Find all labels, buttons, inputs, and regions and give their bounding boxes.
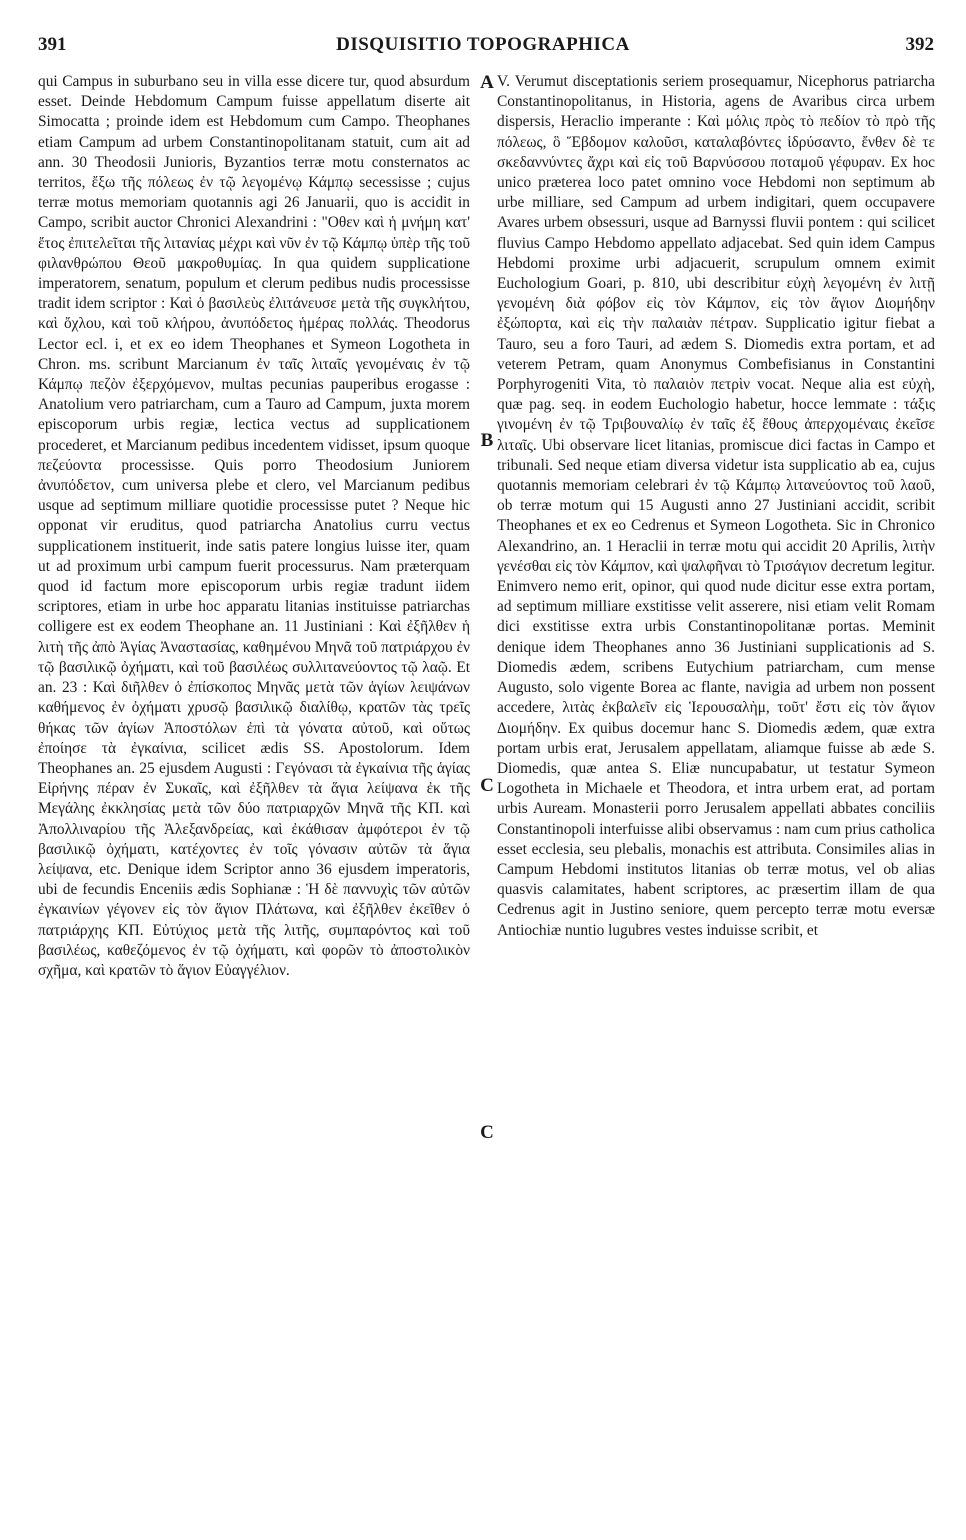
section-marker-a: A <box>480 72 494 93</box>
section-marker-b: B <box>480 430 494 451</box>
section-marker-c: C <box>480 775 494 796</box>
right-column-paragraph: V. Verumut disceptationis seriem prosequamur, Nicephorus patriarcha Constantinopolitanus, in Historia, agens de Avaribus circa urbem dispersis, Heraclio imperante : Καὶ μόλις πρὸς τὸ πεδίον τὸ πρὸ τῆς πόλεως, ὃ Ἕβδομον καλοῦσι, καταλαβόντες ἱδρύσαντο, ἔνθεν δὲ τε σκεδαννύντες ἄχρι καὶ εἰς τοῦ Βαρνύσσου ποταμοῦ γέφυραν. Ex hoc unico præterea loco patet omnino voce Hebdomi non septimum ab urbe milliare, sed Campum ad urbem indigitari, quem occupavere Avares urbem obsessuri, usque ad Barnyssi fluvii pontem : qui scilicet fluvius Campo Hebdomo appellato adjacebat. Sed quin idem Campus Hebdomi proxime urbi adjacuerit, scrupulum omnem eximit Euchologium Goari, p. 810, ubi describitur εὐχὴ λεγομένη ἐν λιτῇ γενομένη διὰ φόβον εἰς τὸν Κάμπον, εἰς τὸν ἅγιον Διομήδην ἐξώπορτα, καὶ εἰς τὴν παλαιὰν πέτραν. Supplicatio igitur fiebat a Tauro, seu a foro Tauri, ad ædem S. Diomedis extra portam, et ad veterem Petram, quam Anonymus Combefisianus in Constantini Porphyrogeniti Vita, τὸ παλαιὸν πετρὶν vocat. Neque alia est εὐχὴ, quæ pag. seq. in eodem Euchologio habetur, hocce lemmate : τάξις γινομένη ἐν τῷ Τριβουναλίῳ ἐν ταῖς ἐξ ἔθους ἀπερχομέναις ἐκεῖσε λιταῖς. Ubi observare licet litanias, promiscue dici factas in Campo et tribunali. Sed neque etiam diversa videtur ista supplicatio ab ea, cujus quotannis memoriam celebrari ἐν τῷ Κάμπῳ λιτανεύοντος τοῦ λαοῦ, ob terræ motum qui 15 Augusti anno 27 Justiniani accidit, scribit Theophanes et ex eo Cedrenus et Symeon Logotheta. Sic in Chronico Alexandrino, an. 1 Heraclii in terræ motu qui accidit 20 Aprilis, λιτὴν γενέσθαι εἰς τὸν Κάμπον, καὶ ψαλφῆναι τὸ Τρισάγιον decretum legitur. Enimvero nemo erit, opinor, qui quod nude dicitur esse extra portam, ad septimum milliare exstitisse velit asserere, nisi etiam velit Romam dici exstitisse extra urbis Constantinopolitanæ portas. Meminit denique idem Theophanes anno 36 Justiniani supplicationis ad S. Diomedis ædem, scribens Eutychium patriarcham, cum mense Augusto, solo vigente Borea ac flante, navigia ad urbem non possent accedere, λιτὰς ἐκβαλεῖν εἰς Ἱερουσαλὴμ, τοῦτ' ἔστι εἰς τὸν ἅγιον Διομήδην. Ex quibus docemur hanc S. Diomedis ædem, quæ extra portam urbis erat, Jerusalem appellatam, aliamque fuisse ab æde S. Diomedis, quæ antea S. Eliæ nuncupabatur, ut testatur Symeon Logotheta in Michaele et Theodora, et intra urbem erat, ad portam urbis Auream. Monasterii porro Jerusalem appellati abbates conciliis Constantinopoli interfuisse alibi observamus : nam cum prius catholica esset ecclesia, seu plebalis, monachis est attributa. Consimiles alias in Campum Hebdomi institutos litanias ob terræ motus, vel ob alias quasvis calamitates, habent scriptores, ac præsertim illam de qua Cedrenus agit in Justino seniore, quem percepto terræ motu eversæ Antiochiæ nuntio lugubres vestes induisse scribit, et <box>497 73 935 939</box>
left-column <box>38 72 470 981</box>
running-header <box>0 32 966 66</box>
right-column <box>497 72 935 941</box>
left-column-paragraph: qui Campus in suburbano seu in villa esse dicere tur, quod absurdum esset. Deinde Hebdomum Campum fuisse appellatum diserte ait Simocatta ; proinde idem est Hebdomum cum Campo. Theophanes etiam Campum ad urbem Constantinopolitanam statuit, cum ait ad ann. 30 Theodosii Junioris, Byzantios terræ motu consternatos ac territos, ἔξω τῆς πόλεως ἐν τῷ λεγομένῳ Κάμπῳ secessisse ; cujus terræ motus memoriam quotannis agi 26 Januarii, quo is accidit in Campo, scribit auctor Chronici Alexandrini : "Οθεν καὶ ἡ μνήμη κατ' ἔτος ἐπιτελεῖται τῆς λιτανίας μέχρι καὶ νῦν ἐν τῷ Κάμπῳ ὑπὲρ τῆς τοῦ φιλανθρώπου Θεοῦ μακροθυμίας. In qua quidem supplicatione imperatorem, senatum, populum et clerum pedibus nudis processisse tradit idem scriptor : Καὶ ὁ βασιλεὺς ἐλιτάνευσε μετὰ τῆς συγκλήτου, καὶ ὄχλου, καὶ τοῦ κλήρου, ἀνυπόδετος ἡμέρας πολλάς. Theodorus Lector ecl. i, et ex eo idem Theophanes et Symeon Logotheta in Chron. ms. scribunt Marcianum ἐν ταῖς λιταῖς γενομέναις ἐν τῷ Κάμπῳ πεζὸν ἐξερχόμενον, multas pecunias pauperibus erogasse : Anatolium vero patriarcham, cum a Tauro ad Campum, juxta morem episcoporum urbis regiæ, lectica vectus ad supplicationem procederet, et Marcianum pedibus incedentem vidisset, ipsum quoque πεζεύοντα processisse. Quis porro Theodosium Juniorem ἀνυπόδετον, cum universa plebe et clero, vel Marcianum pedibus usque ad septimum milliare quotidie processisse putet ? Neque hic opponat vir eruditus, quod patriarcha Anatolius curru vectus supplicationem instituerit, inde satis patere longius luisse iter, quam ut ad proximum urbi campum fuerit processurus. Nam præterquam quod id factum more episcoporum urbis regiæ tradunt iidem scriptores, etiam in urbe hoc apparatu litanias instituisse patriarchas colligere est ex eodem Theophane an. 11 Justiniani : Καὶ ἐξῆλθεν ἡ λιτὴ τῆς ἀπὸ Ἁγίας Ἀναστασίας, καθημένου Μηνᾶ τοῦ πατριάρχου ἐν τῷ βασιλικῷ ὀχήματι, καὶ τοῦ βασιλέως συλλιτανεύοντος τῷ λαῷ. Et an. 23 : Καὶ διῆλθεν ὁ ἐπίσκοπος Μηνᾶς μετὰ τῶν ἁγίων λειψάνων καθήμενος ἐν ὀχήματι χρυσῷ βασιλικῷ διαλίθῳ, κρατῶν τὰς τρεῖς θήκας τῶν ἁγίων Ἀποστόλων ἐπὶ τὰ γόνατα αὐτοῦ, καὶ οὕτως ἐποίησε τὰ ἐγκαίνια, scilicet ædis SS. Apostolorum. Idem Theophanes an. 25 ejusdem Augusti : Γεγόνασι τὰ ἐγκαίνια τῆς ἁγίας Εἰρήνης πέραν ἐν Συκαῖς, καὶ ἐξῆλθεν τὰ ἅγια λείψανα ἐκ τῆς Μεγάλης ἐκκλησίας μετὰ τῶν δύο πατριαρχῶν Μηνᾶ τῆς ΚΠ. καὶ Ἀπολλιναρίου τῆς Ἀλεξανδρείας, καὶ ἐκάθισαν ἀμφότεροι ἐν τῷ βασιλικῷ ὀχήματι, κατέχοντες ἐν τοῖς γόνασιν αὐτῶν τὰ ἅγια λείψανα, etc. Denique idem Scriptor anno 36 ejusdem imperatoris, ubi de fecundis Enceniis ædis Sophianæ : Ἡ δὲ παννυχὶς τῶν αὐτῶν ἐγκαινίων γέγονεν εἰς τὸν ἅγιον Πλάτωνα, καὶ ἐξῆλθεν ἐκεῖθεν ὁ πατριάρχης ΚΠ. Εὐτύχιος μετὰ τῆς λιτῆς, συμπαρόντος καὶ τοῦ βασιλέως, καθεζόμενος ἐν τῷ ὀχήματι, καὶ φορῶν τὸ ἀποστολικὸν σχῆμα, καὶ κρατῶν τὸ ἅγιον Εὐαγγέλιον. <box>38 73 470 979</box>
page-number-right: 392 <box>905 34 934 55</box>
section-marker-c-second: C <box>480 1122 494 1143</box>
running-title: DISQUISITIO TOPOGRAPHICA <box>336 34 630 55</box>
page-number-left: 391 <box>38 34 67 55</box>
